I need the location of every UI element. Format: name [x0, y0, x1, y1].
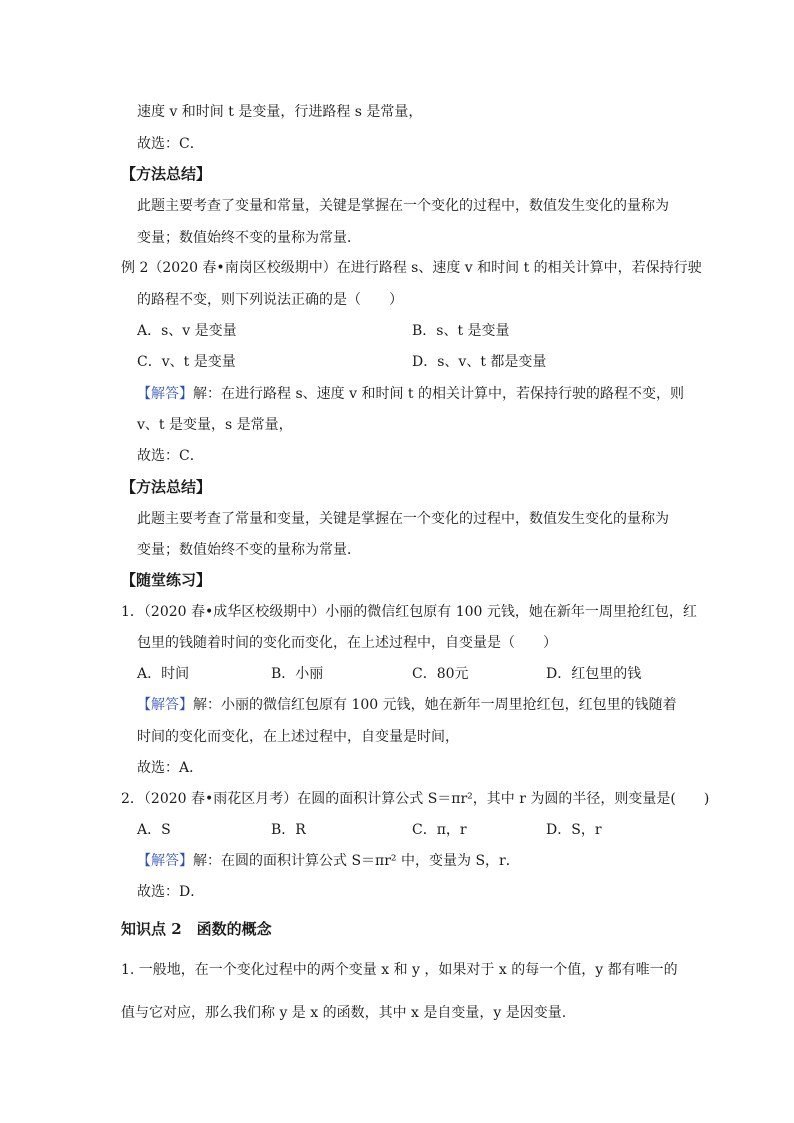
example-2-choice: 故选：C． [137, 448, 204, 464]
summary-2-line-2: 变量；数值始终不变的量称为常量． [137, 542, 361, 558]
q2-stem: 2．（2020 春•雨花区月考）在圆的面积计算公式 S＝πr²，其中 r 为圆的半径，则变量是( ) [121, 791, 710, 807]
answer-tag: 【解答】 [137, 697, 193, 713]
q1-stem-2: 包里的钱随着时间的变化而变化，在上述过程中，自变量是（ ） [137, 635, 557, 651]
summary-2-line-1: 此题主要考查了常量和变量，关键是掌握在一个变化的过程中，数值发生变化的量称为 [137, 511, 669, 527]
answer-text: 解：在进行路程 s、速度 v 和时间 t 的相关计算中，若保持行驶的路程不变，则 [193, 386, 684, 402]
answer-tag: 【解答】 [137, 386, 193, 402]
knowledge-point-2-line-2: 值与它对应，那么我们称 y 是 x 的函数，其中 x 是自变量，y 是因变量. [121, 1005, 567, 1021]
answer-text: 解：小丽的微信红包原有 100 元钱，她在新年一周里抢红包，红包里的钱随着 [193, 697, 677, 713]
example-2-answer-2: v、t 是变量，s 是常量， [137, 417, 293, 433]
practice-title: 【随堂练习】 [121, 571, 212, 589]
top-choice: 故选：C． [137, 136, 204, 152]
top-line-1: 速度 v 和时间 t 是变量，行进路程 s 是常量， [137, 104, 423, 120]
summary-2-title: 【方法总结】 [121, 478, 212, 496]
q2-option-b: B．R [271, 822, 306, 838]
knowledge-point-2-title: 知识点 2 函数的概念 [121, 920, 272, 938]
summary-1-line-1: 此题主要考查了变量和常量，关键是掌握在一个变化的过程中，数值发生变化的量称为 [137, 198, 669, 214]
example-2-option-d: D．s、v、t 都是变量 [412, 354, 547, 370]
answer-text: 解：在圆的面积计算公式 S＝πr² 中，变量为 S，r． [193, 853, 520, 869]
q2-choice: 故选：D． [137, 884, 205, 900]
q2-option-d: D．S，r [546, 822, 602, 838]
q1-option-a: A．时间 [137, 666, 190, 682]
example-2-option-c: C．v、t 是变量 [137, 354, 236, 370]
summary-1-title: 【方法总结】 [121, 165, 212, 183]
example-2-option-a: A．s、v 是变量 [137, 323, 237, 339]
answer-tag: 【解答】 [137, 853, 193, 869]
q1-answer-1 [137, 695, 677, 715]
summary-1-line-2: 变量；数值始终不变的量称为常量． [137, 230, 361, 246]
example-2-option-b: B．s、t 是变量 [412, 323, 510, 339]
example-2-stem-1: 例 2（2020 春•南岗区校级期中）在进行路程 s、速度 v 和时间 t 的相关计算中，若保持行驶 [121, 260, 702, 276]
knowledge-point-2-line-1: 1. 一般地，在一个变化过程中的两个变量 x 和 y ，如果对于 x 的每一个值，y 都有唯一的 [121, 962, 678, 978]
q1-option-b: B．小丽 [271, 666, 324, 682]
q1-stem-1: 1．（2020 春•成华区校级期中）小丽的微信红包原有 100 元钱，她在新年一周里抢红包，红 [121, 604, 697, 620]
q1-option-c: C．80元 [412, 666, 469, 682]
example-2-stem-2: 的路程不变，则下列说法正确的是（ ） [137, 292, 403, 308]
q1-choice: 故选：A． [137, 760, 204, 776]
q2-option-c: C．π，r [412, 822, 467, 838]
q2-answer-1 [137, 851, 520, 871]
q2-option-a: A．S [137, 822, 171, 838]
q1-option-d: D．红包里的钱 [546, 666, 642, 682]
example-2-answer-1 [137, 384, 684, 404]
q1-answer-2: 时间的变化而变化，在上述过程中，自变量是时间， [137, 729, 459, 745]
